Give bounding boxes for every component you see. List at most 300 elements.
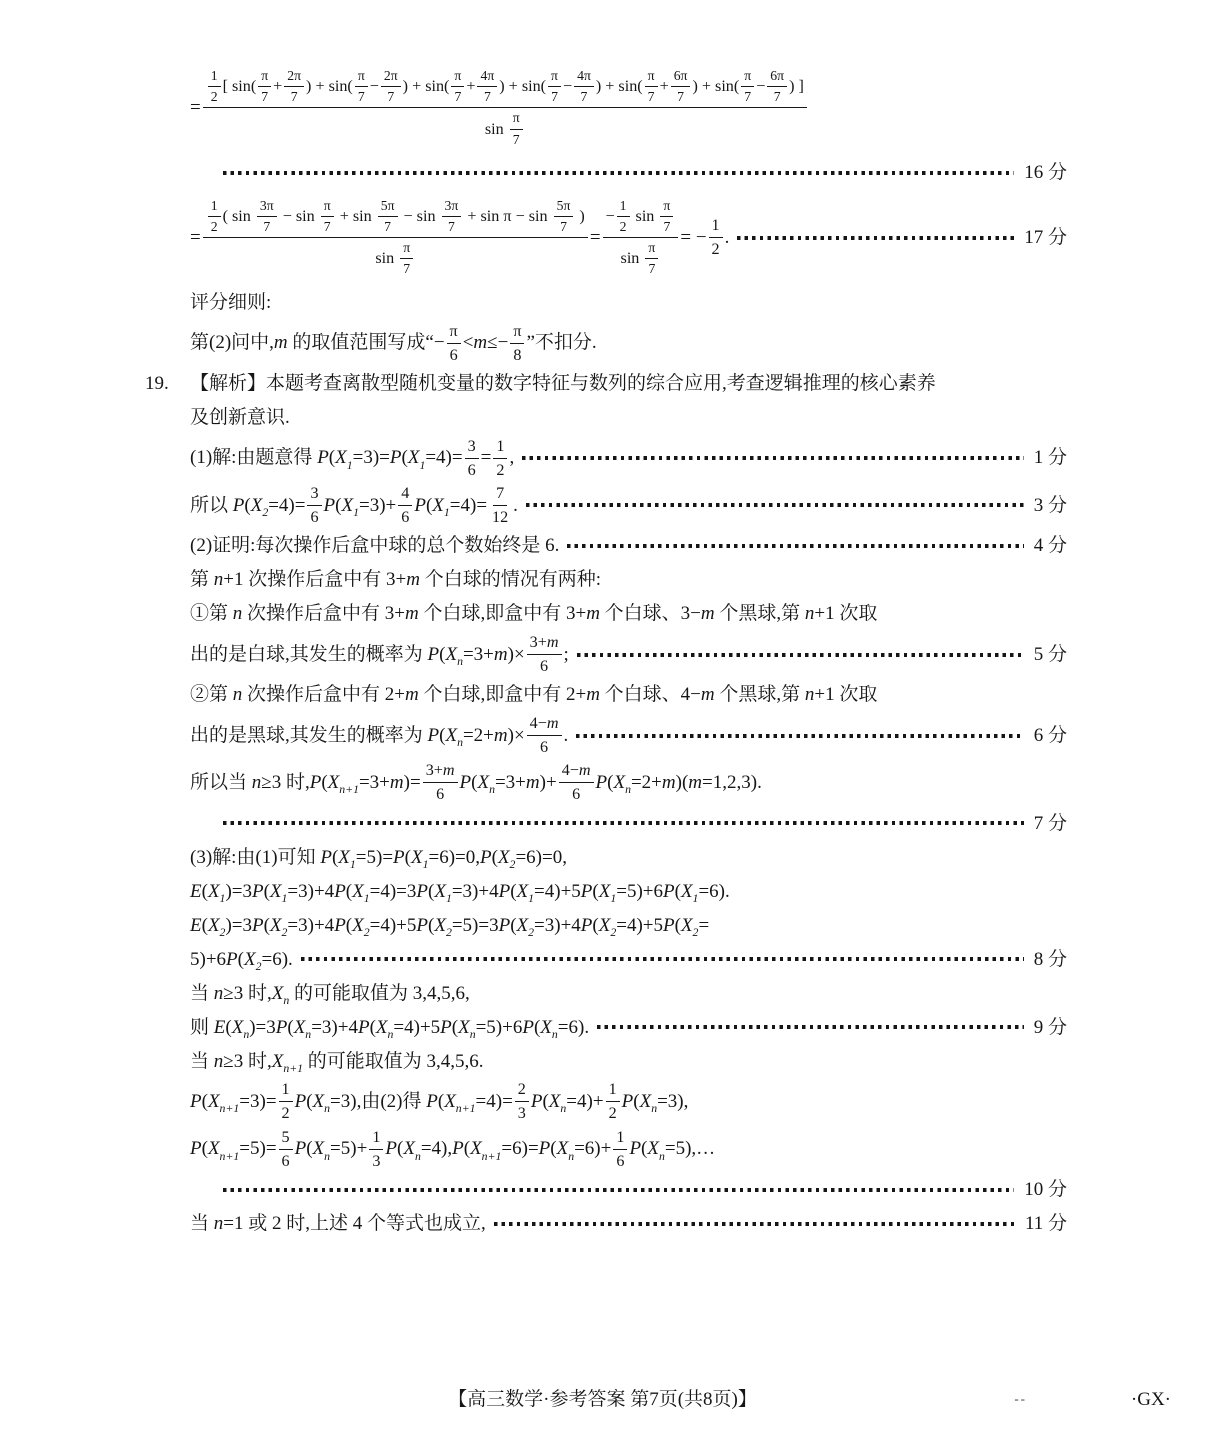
math-var: X bbox=[432, 494, 444, 516]
math-text: =3 bbox=[255, 1016, 276, 1038]
score-label: 4 分 bbox=[1033, 535, 1067, 557]
score-line-10 bbox=[190, 1175, 1067, 1205]
q19-part3-step6 bbox=[190, 1046, 1067, 1076]
fraction bbox=[355, 68, 368, 105]
fraction-denominator bbox=[510, 130, 523, 148]
math-text: 出的是白球,其发生的概率为 bbox=[190, 643, 428, 665]
math-var: n bbox=[219, 1149, 226, 1163]
math-text: 1 bbox=[608, 1081, 617, 1099]
math-var: X bbox=[207, 1138, 220, 1160]
q19-part3-step9 bbox=[190, 1209, 1067, 1239]
fraction-numerator bbox=[709, 216, 723, 238]
score-label: 16 分 bbox=[1024, 161, 1067, 183]
math-text: . bbox=[288, 948, 293, 970]
math-text: + bbox=[592, 1091, 604, 1113]
fraction-numerator bbox=[423, 761, 458, 783]
math-text: 所以当 n≥3 时, bbox=[190, 771, 310, 793]
fraction-denominator bbox=[771, 87, 784, 105]
math-text: 7 bbox=[496, 484, 505, 502]
variable-x-term bbox=[272, 981, 290, 1007]
math-var: n bbox=[243, 1027, 250, 1041]
footer-code: ·GX· bbox=[1130, 1389, 1171, 1410]
fraction-denominator bbox=[372, 238, 418, 277]
dotted-leader bbox=[522, 456, 1024, 460]
math-text: + bbox=[385, 494, 397, 516]
math-text: . bbox=[563, 724, 569, 746]
fraction bbox=[279, 1128, 293, 1171]
fraction-numerator bbox=[613, 1128, 627, 1150]
math-var: P bbox=[309, 771, 322, 793]
math-var: n bbox=[481, 1149, 488, 1163]
subscript: 1 bbox=[443, 505, 450, 519]
fraction-numerator bbox=[381, 68, 401, 87]
fraction-numerator bbox=[398, 484, 412, 506]
math-text: (3)解:由(1)可知 bbox=[190, 846, 321, 868]
page-footer bbox=[0, 1384, 1205, 1411]
probability-term: $P(X_n=3+m)$ bbox=[459, 771, 546, 797]
math-var: E bbox=[190, 880, 202, 902]
math-var: P bbox=[530, 1091, 543, 1113]
subscript: 2 bbox=[509, 857, 516, 871]
q19-part2-case2b bbox=[190, 714, 1067, 757]
math-text: 6 bbox=[616, 1152, 625, 1170]
fraction bbox=[203, 198, 588, 278]
math-var: P bbox=[538, 1138, 551, 1160]
fraction bbox=[603, 198, 679, 278]
fraction bbox=[257, 198, 277, 235]
dotted-leader bbox=[494, 1222, 1015, 1226]
math-text: +4 bbox=[337, 1016, 358, 1038]
math-var: m bbox=[688, 771, 703, 793]
math-text: + bbox=[466, 78, 476, 96]
math-text: 6 bbox=[540, 739, 549, 757]
math-var: n bbox=[489, 783, 495, 797]
math-var: X bbox=[352, 880, 364, 902]
math-text: π bbox=[261, 68, 269, 83]
q19-part3-step3a bbox=[190, 910, 1067, 940]
math-text: 的可能取值为 3,4,5,6, bbox=[289, 982, 470, 1004]
math-text: = bbox=[265, 1091, 277, 1113]
math-text: <m≤− bbox=[462, 332, 509, 354]
math-var: m bbox=[404, 603, 419, 625]
fraction-numerator bbox=[767, 68, 787, 87]
math-text: 当 n≥3 时, bbox=[190, 1050, 272, 1072]
math-text: 4 bbox=[401, 484, 410, 502]
math-var: X bbox=[231, 1016, 244, 1038]
fraction-numerator bbox=[321, 198, 334, 217]
math-var: P bbox=[334, 914, 346, 936]
math-text: 1 bbox=[210, 68, 218, 83]
math-var: n bbox=[232, 684, 243, 706]
math-var: P bbox=[522, 1016, 534, 1038]
math-text: = bbox=[480, 447, 492, 469]
math-var: n bbox=[283, 993, 290, 1007]
fraction-denominator bbox=[645, 87, 658, 105]
fraction bbox=[203, 68, 807, 148]
fraction-denominator bbox=[321, 217, 334, 235]
math-var: X bbox=[243, 948, 256, 970]
math-var: n bbox=[283, 1061, 290, 1075]
math-text: 6 bbox=[281, 1152, 290, 1170]
question-number: 19. bbox=[145, 372, 169, 394]
math-text: 的可能取值为 3,4,5,6. bbox=[303, 1050, 484, 1072]
math-text: π bbox=[663, 197, 671, 213]
subscript: n+1 bbox=[219, 1149, 240, 1163]
math-var: P bbox=[663, 880, 675, 902]
fraction-denominator bbox=[537, 655, 551, 676]
fraction-denominator bbox=[433, 783, 447, 804]
math-var: P bbox=[320, 846, 332, 868]
math-text: . bbox=[724, 880, 730, 902]
math-var: m bbox=[473, 332, 488, 354]
fraction bbox=[447, 322, 461, 365]
math-text: 7 bbox=[483, 89, 491, 105]
math-text: 7 bbox=[387, 89, 395, 105]
math-var: n bbox=[305, 1027, 312, 1041]
subscript bbox=[470, 1028, 476, 1041]
math-text: =3 bbox=[231, 880, 252, 902]
subscript: 1 bbox=[692, 891, 699, 905]
math-text: 6π bbox=[673, 68, 688, 83]
probability-term: $P(X_n=6)$ bbox=[538, 1138, 601, 1163]
fraction-denominator bbox=[465, 459, 479, 480]
fraction-numerator bbox=[369, 1128, 383, 1150]
fraction-numerator bbox=[355, 68, 368, 87]
probability-term: $P(X_1=3)$ bbox=[416, 880, 479, 905]
math-text: = bbox=[476, 494, 488, 516]
fraction-numerator bbox=[307, 484, 321, 506]
math-text: + sin π − sin bbox=[463, 207, 552, 225]
math-var: P bbox=[190, 1091, 202, 1113]
score-label: 6 分 bbox=[1033, 724, 1067, 746]
math-text: , bbox=[447, 1138, 453, 1160]
probability-term: $P(X_{n+1}=4)$ bbox=[426, 1091, 503, 1116]
math-var: X bbox=[312, 1091, 325, 1113]
math-var: m bbox=[442, 762, 455, 780]
math-text: − bbox=[756, 78, 766, 96]
math-text: 4π bbox=[577, 68, 591, 83]
probability-term: $P(X_n=4)$ bbox=[385, 1138, 448, 1163]
math-text: , bbox=[509, 447, 515, 469]
fraction-numerator bbox=[208, 198, 221, 217]
math-text: 5π bbox=[380, 197, 395, 213]
fraction bbox=[617, 198, 630, 235]
math-var: P bbox=[452, 1138, 464, 1160]
fraction-numerator bbox=[284, 68, 304, 87]
probability-term: $P(X_2=4)$ bbox=[334, 914, 397, 939]
math-var: X bbox=[207, 880, 220, 902]
probability-term: $P(X_{n+1}=3)$ bbox=[190, 1091, 266, 1116]
math-text: 3 bbox=[517, 1105, 526, 1123]
math-text: 3π bbox=[444, 197, 459, 213]
math-text: × bbox=[513, 724, 525, 746]
math-text: 7 bbox=[448, 219, 455, 235]
subscript bbox=[568, 1150, 574, 1163]
fraction-denominator bbox=[510, 344, 524, 365]
fraction-denominator bbox=[537, 736, 551, 757]
q19-part3-step5 bbox=[190, 1012, 1067, 1042]
fraction-numerator bbox=[554, 198, 574, 217]
math-var: X bbox=[680, 914, 693, 936]
math-text: 7 bbox=[263, 219, 271, 235]
q19-part1-step1 bbox=[190, 437, 1067, 480]
math-var: X bbox=[207, 1091, 220, 1113]
math-var: n bbox=[651, 1102, 658, 1116]
fraction-numerator bbox=[378, 198, 398, 217]
math-text: 6 bbox=[467, 461, 476, 479]
subscript: 2 bbox=[445, 925, 452, 939]
math-text: = bbox=[265, 1138, 277, 1160]
subscript bbox=[243, 1028, 249, 1041]
math-text: π bbox=[512, 110, 520, 126]
footer-title: 【高三数学·参考答案 第7页(共8页)】 bbox=[448, 1389, 757, 1410]
math-text: 7 bbox=[677, 89, 685, 105]
fraction-numerator bbox=[527, 714, 562, 736]
math-var: m bbox=[586, 603, 600, 625]
subscript: 1 bbox=[346, 458, 353, 472]
math-var: n bbox=[213, 1050, 224, 1072]
fraction bbox=[574, 68, 594, 105]
subscript: 2 bbox=[363, 925, 370, 939]
score-label: 8 分 bbox=[1033, 948, 1067, 970]
fraction-numerator bbox=[279, 1080, 293, 1102]
q19-part2-step1 bbox=[190, 531, 1067, 561]
math-text: = bbox=[190, 226, 201, 248]
dotted-leader bbox=[526, 503, 1024, 507]
math-text: , bbox=[683, 1091, 689, 1113]
fraction-numerator bbox=[548, 68, 561, 87]
math-var: m bbox=[700, 603, 715, 625]
fraction-denominator bbox=[569, 783, 583, 804]
fraction bbox=[527, 714, 562, 757]
math-text: 7 bbox=[560, 219, 567, 235]
math-text: 3 bbox=[372, 1152, 381, 1170]
subscript bbox=[415, 1150, 421, 1163]
fraction bbox=[258, 68, 271, 105]
math-text: ) bbox=[575, 207, 585, 225]
math-text: +4 bbox=[478, 880, 499, 902]
math-text: = bbox=[698, 914, 710, 936]
math-text: 4−m bbox=[529, 715, 559, 733]
fraction-denominator bbox=[617, 217, 630, 235]
fraction-denominator bbox=[369, 1150, 383, 1171]
math-text: (2)证明:每次操作后盒中球的总个数始终是 6. bbox=[190, 535, 560, 557]
fraction-denominator bbox=[482, 108, 528, 147]
score-label: 3 分 bbox=[1033, 494, 1067, 516]
probability-term: $P(X_{n+1}=6)$ bbox=[452, 1138, 528, 1163]
fraction-denominator bbox=[613, 1150, 627, 1171]
score-line-16 bbox=[190, 158, 1067, 188]
fraction-numerator bbox=[671, 68, 691, 87]
math-text: 4π bbox=[480, 68, 495, 83]
math-text: +5 bbox=[419, 1016, 441, 1038]
math-var: P bbox=[426, 1091, 438, 1113]
math-text: 7 bbox=[580, 89, 588, 105]
probability-term: $P(X_2=4)$ bbox=[580, 914, 643, 939]
fraction-numerator bbox=[447, 322, 461, 344]
fraction bbox=[613, 1128, 627, 1171]
math-var: P bbox=[190, 1138, 202, 1160]
math-text: 7 bbox=[290, 89, 298, 105]
math-text: 1 bbox=[619, 197, 627, 213]
fraction-denominator bbox=[447, 344, 461, 365]
math-var: P bbox=[580, 914, 593, 936]
fraction bbox=[307, 484, 321, 527]
fraction-denominator bbox=[355, 87, 368, 105]
math-text: ) + sin( bbox=[306, 78, 353, 96]
math-text: π bbox=[454, 68, 462, 83]
math-var: m bbox=[586, 684, 600, 706]
math-var: X bbox=[556, 1138, 569, 1160]
probability-term: $P(X_n=4)$ bbox=[530, 1091, 593, 1116]
math-text: 7 bbox=[647, 89, 655, 105]
fraction-denominator bbox=[618, 238, 664, 277]
math-var: X bbox=[445, 724, 458, 746]
math-var: P bbox=[393, 846, 405, 868]
q19-part3-step3b bbox=[190, 944, 1067, 974]
math-text: 6 bbox=[310, 508, 319, 526]
math-text: =0, bbox=[455, 846, 480, 868]
math-text: ) + sin( bbox=[402, 78, 450, 96]
math-text: ②第 n 次操作后盒中有 2+m 个白球,即盒中有 2+m 个白球、4−m 个黑球,第 n+1 次取 bbox=[190, 684, 878, 706]
fraction bbox=[208, 198, 221, 235]
math-text: × bbox=[513, 643, 525, 665]
math-var: X bbox=[458, 1016, 470, 1038]
probability-term: $P(X_2=6)$ bbox=[480, 846, 542, 871]
subscript bbox=[457, 736, 463, 749]
math-var: E bbox=[190, 914, 202, 936]
expectation-term: $E(X_n)$ bbox=[213, 1016, 256, 1041]
score-label: 9 分 bbox=[1033, 1016, 1067, 1038]
math-text: π bbox=[357, 68, 365, 83]
math-text: ( sin bbox=[222, 207, 255, 225]
fraction-denominator bbox=[307, 506, 321, 527]
math-var: X bbox=[434, 914, 446, 936]
math-var: X bbox=[477, 771, 490, 793]
fraction-denominator bbox=[741, 87, 754, 105]
score-label: 17 分 bbox=[1024, 226, 1067, 248]
math-var: n bbox=[213, 982, 224, 1004]
dotted-leader bbox=[301, 957, 1024, 961]
fraction-numerator bbox=[400, 240, 413, 259]
fraction bbox=[767, 68, 787, 105]
fraction-numerator bbox=[574, 68, 594, 87]
fraction bbox=[369, 1128, 383, 1171]
subscript: 2 bbox=[610, 925, 617, 939]
fraction-numerator bbox=[660, 198, 673, 217]
fraction-numerator bbox=[442, 198, 462, 217]
q19-part3-step4 bbox=[190, 978, 1067, 1008]
fraction-numerator bbox=[606, 1080, 620, 1102]
math-text: ) + sin( bbox=[499, 78, 547, 96]
math-text: 2 bbox=[210, 89, 218, 105]
math-var: X bbox=[410, 846, 423, 868]
math-text: π bbox=[744, 68, 752, 83]
fraction-denominator bbox=[548, 87, 561, 105]
fraction bbox=[284, 68, 304, 105]
math-text: π bbox=[647, 68, 655, 83]
probability-term: $P(X_1=5)$ bbox=[320, 846, 383, 871]
subscript: 1 bbox=[528, 891, 535, 905]
fraction-numerator bbox=[203, 198, 588, 238]
math-var: P bbox=[385, 1138, 397, 1160]
subscript: 2 bbox=[219, 925, 226, 939]
math-var: n bbox=[804, 603, 815, 625]
score-line-7 bbox=[190, 808, 1067, 838]
probability-term: $P(X_1=6)$ bbox=[393, 846, 456, 871]
subscript bbox=[651, 1102, 657, 1115]
math-text: = bbox=[502, 1091, 513, 1113]
math-var: P bbox=[580, 880, 593, 902]
dotted-leader bbox=[223, 1188, 1014, 1192]
subscript: 1 bbox=[353, 505, 359, 519]
math-text: . bbox=[584, 1016, 590, 1038]
score-label: 7 分 bbox=[1033, 812, 1067, 834]
dotted-leader bbox=[223, 821, 1024, 825]
math-var: X bbox=[407, 447, 420, 469]
math-text: ) + sin( bbox=[692, 78, 740, 96]
math-text: ) ] bbox=[789, 78, 804, 96]
subscript: 1 bbox=[219, 891, 226, 905]
math-text: 7 bbox=[551, 89, 558, 105]
probability-term: $P(X_n=5)$ bbox=[294, 1138, 357, 1163]
math-text: 6 bbox=[436, 786, 445, 804]
subscript: 1 bbox=[610, 891, 617, 905]
math-text: 2 bbox=[210, 219, 218, 235]
math-var: X bbox=[338, 846, 350, 868]
math-var: X bbox=[293, 1016, 306, 1038]
fraction bbox=[548, 68, 561, 105]
math-text: 3+m bbox=[529, 634, 559, 651]
fraction-numerator bbox=[645, 240, 658, 259]
math-text: − sin bbox=[399, 207, 440, 225]
math-text: 2π bbox=[383, 68, 398, 83]
math-text: . bbox=[724, 226, 730, 248]
q19-part3-step8 bbox=[190, 1128, 1067, 1171]
math-var: P bbox=[621, 1091, 634, 1113]
fraction-numerator bbox=[477, 68, 497, 87]
fraction bbox=[515, 1080, 529, 1123]
math-text: =3 bbox=[396, 880, 417, 902]
fraction-numerator bbox=[559, 761, 594, 783]
math-var: X bbox=[680, 880, 693, 902]
math-text: π bbox=[323, 197, 331, 213]
probability-term: $P(X_n=5)$ bbox=[440, 1016, 503, 1041]
probability-term: $P(X_1=3)$ bbox=[251, 880, 314, 905]
math-text: 7 bbox=[261, 89, 269, 105]
math-text: = bbox=[294, 494, 306, 516]
math-text: 7 bbox=[384, 219, 392, 235]
math-text: 7 bbox=[403, 261, 411, 277]
subscript bbox=[489, 783, 495, 796]
math-text: 2 bbox=[619, 219, 627, 235]
probability-term: $P(X_1=4)$ bbox=[334, 880, 397, 905]
math-text: 3+m bbox=[425, 762, 455, 780]
math-text: 6 bbox=[540, 658, 549, 676]
math-var: P bbox=[498, 880, 511, 902]
fraction bbox=[451, 68, 464, 105]
math-var: n bbox=[232, 603, 243, 625]
subscript: n+1 bbox=[219, 1102, 240, 1116]
math-text: 6 bbox=[572, 786, 581, 804]
math-text: =0, bbox=[541, 846, 567, 868]
math-var: P bbox=[459, 771, 472, 793]
math-text: 12 bbox=[492, 508, 509, 526]
math-text: 第 n+1 次操作后盒中有 3+m 个白球的情况有两种: bbox=[190, 569, 601, 591]
probability-term: $P(X_1=6)$ bbox=[663, 880, 725, 905]
math-var: X bbox=[598, 914, 611, 936]
dotted-leader bbox=[577, 653, 1024, 657]
